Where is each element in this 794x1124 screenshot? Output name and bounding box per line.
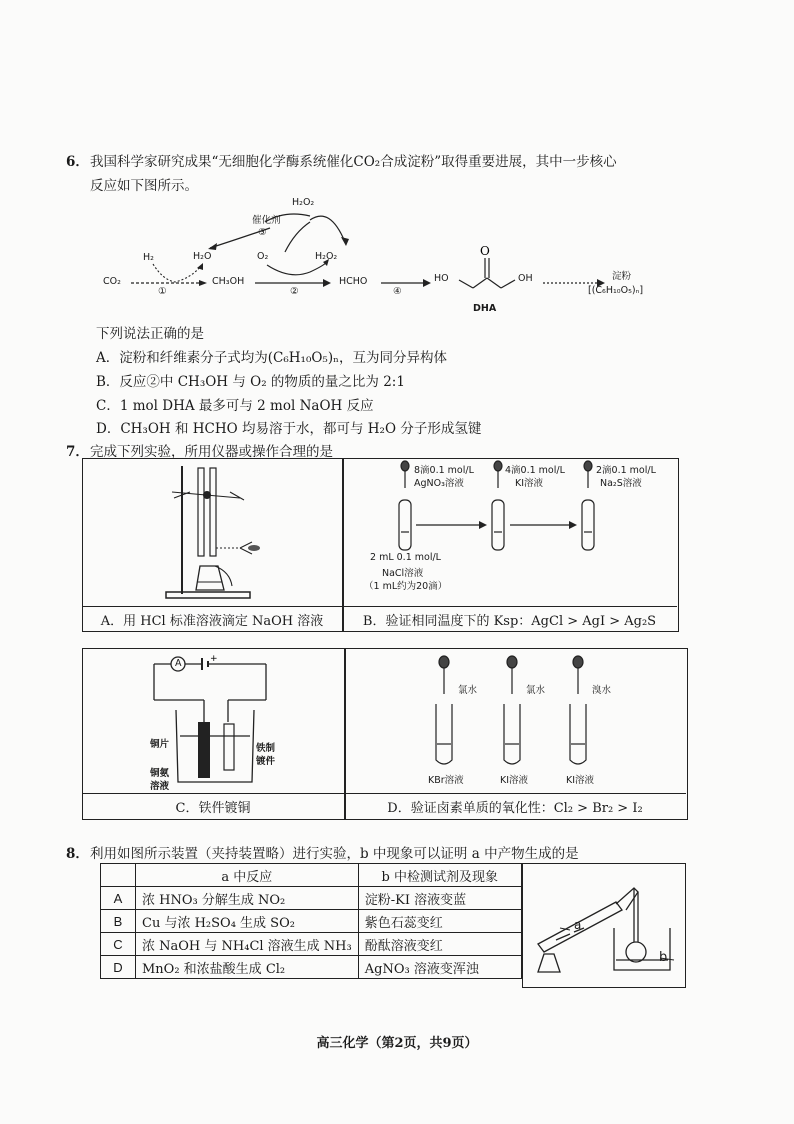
b-reagent3-line2: Na₂S溶液 — [600, 478, 642, 489]
q6-option-a: A．淀粉和纤维素分子式均为(C₆H₁₀O₅)ₙ，互为同分异构体 — [96, 350, 447, 366]
q8-label-b: b — [659, 950, 668, 965]
q8-header-a: a 中反应 — [136, 864, 359, 887]
c-iron-label2: 镀件 — [256, 756, 276, 767]
q7-caption-c: C．铁件镀铜 — [175, 801, 251, 816]
scheme-step3: ③ — [258, 227, 267, 238]
q7-caption-d: D．验证卤素单质的氧化性：Cl₂ > Br₂ > I₂ — [387, 801, 643, 816]
c-solution-label2: 溶液 — [150, 781, 170, 792]
q8-row-option: C — [101, 933, 136, 956]
q8-row-reaction: 浓 HNO₃ 分解生成 NO₂ — [136, 887, 359, 910]
q7-titration-apparatus — [160, 462, 280, 604]
scheme-starch-formula: [(C₆H₁₀O₅)ₙ] — [588, 285, 644, 296]
q8-row-detection: AgNO₃ 溶液变浑浊 — [358, 956, 521, 979]
scheme-h2: H₂ — [143, 252, 154, 263]
d-reagent2: 氯水 — [526, 685, 546, 696]
d-solution3: KI溶液 — [566, 775, 595, 786]
table-row — [101, 910, 522, 933]
c-iron-label1: 铁制 — [256, 743, 276, 754]
b-reagent3-line1: 2滴0.1 mol/L — [596, 465, 656, 476]
scheme-hcho: HCHO — [339, 276, 368, 287]
scheme-oh: OH — [518, 273, 533, 284]
q7-caption-divider-top — [82, 606, 677, 607]
q6-reaction-scheme — [95, 192, 695, 322]
q8-label-a: a — [574, 918, 582, 932]
q7-caption-divider-bottom — [82, 793, 686, 794]
scheme-step1: ① — [158, 286, 167, 297]
q8-row-reaction: Cu 与浓 H₂SO₄ 生成 SO₂ — [136, 910, 359, 933]
scheme-h2o2-top: H₂O₂ — [292, 197, 315, 208]
d-solution1: KBr溶液 — [428, 775, 464, 786]
q6-option-b: B．反应②中 CH₃OH 与 O₂ 的物质的量之比为 2:1 — [96, 374, 405, 390]
scheme-h2o: H₂O — [193, 251, 212, 262]
scheme-catalyst: 催化剂 — [252, 215, 281, 226]
q6-prompt: 下列说法正确的是 — [96, 326, 204, 342]
b-nacl-line2: NaCl溶液 — [382, 568, 424, 579]
q7-caption-b: B．验证相同温度下的 Ksp：AgCl > AgI > Ag₂S — [362, 614, 657, 629]
q8-row-detection: 淀粉-KI 溶液变蓝 — [358, 887, 521, 910]
q8-row-option: B — [101, 910, 136, 933]
svg-text:+: + — [210, 654, 218, 664]
svg-text:O: O — [480, 244, 490, 258]
q7-number: 7． — [66, 444, 89, 460]
d-reagent3: 溴水 — [592, 685, 612, 696]
q6-stem-line1: 我国科学家研究成果“无细胞化学酶系统催化CO₂合成淀粉”取得重要进展，其中一步核心 — [90, 154, 617, 170]
q6-number: 6． — [66, 154, 89, 170]
b-nacl-line3: （1 mL约为20滴） — [364, 581, 448, 592]
q8-apparatus — [530, 870, 680, 982]
q7-caption-a: A．用 HCl 标准溶液滴定 NaOH 溶液 — [100, 614, 324, 629]
scheme-step2: ② — [290, 286, 299, 297]
b-reagent2-line2: KI溶液 — [515, 478, 544, 489]
q8-stem: 利用如图所示装置（夹持装置略）进行实验，b 中现象可以证明 a 中产物生成的是 — [90, 846, 579, 862]
b-reagent1-line2: AgNO₃溶液 — [414, 478, 464, 489]
b-reagent1-line1: 8滴0.1 mol/L — [414, 465, 474, 476]
q8-header-b: b 中检测试剂及现象 — [358, 864, 521, 887]
scheme-dha: DHA — [473, 303, 497, 314]
scheme-o2: O₂ — [257, 251, 269, 262]
b-nacl-line1: 2 mL 0.1 mol/L — [370, 552, 441, 563]
table-row — [101, 887, 522, 910]
q8-header-blank — [101, 864, 136, 887]
q8-row-reaction: 浓 NaOH 与 NH₄Cl 溶液生成 NH₃ — [136, 933, 359, 956]
d-reagent1: 氯水 — [458, 685, 478, 696]
q6-option-d: D．CH₃OH 和 HCHO 均易溶于水，都可与 H₂O 分子形成氢键 — [96, 421, 482, 437]
c-solution-label1: 铜氨 — [150, 768, 170, 779]
q8-number: 8． — [66, 846, 89, 862]
q8-table-header — [101, 864, 522, 887]
q6-stem-line2: 反应如下图所示。 — [90, 178, 198, 194]
table-row — [101, 956, 522, 979]
scheme-starch: 淀粉 — [612, 271, 632, 282]
b-reagent2-line1: 4滴0.1 mol/L — [505, 465, 565, 476]
scheme-step4: ④ — [393, 286, 402, 297]
c-copper-label: 铜片 — [150, 739, 170, 750]
q8-table — [100, 863, 522, 979]
q8-row-option: D — [101, 956, 136, 979]
q8-row-detection: 酚酞溶液变红 — [358, 933, 521, 956]
scheme-ho: HO — [434, 273, 449, 284]
scheme-co2: CO₂ — [103, 276, 121, 287]
q7-stem: 完成下列实验，所用仪器或操作合理的是 — [90, 444, 333, 460]
q8-row-reaction: MnO₂ 和浓盐酸生成 Cl₂ — [136, 956, 359, 979]
c-ammeter-label: A — [175, 658, 182, 669]
page-footer: 高三化学（第2页，共9页） — [316, 1036, 478, 1051]
d-solution2: KI溶液 — [500, 775, 529, 786]
q6-option-c: C．1 mol DHA 最多可与 2 mol NaOH 反应 — [96, 398, 374, 414]
scheme-h2o2-right: H₂O₂ — [315, 251, 338, 262]
q7-halogen-apparatus — [430, 652, 600, 772]
q8-row-option: A — [101, 887, 136, 910]
scheme-ch3oh: CH₃OH — [212, 276, 245, 287]
table-row — [101, 933, 522, 956]
q8-row-detection: 紫色石蕊变红 — [358, 910, 521, 933]
